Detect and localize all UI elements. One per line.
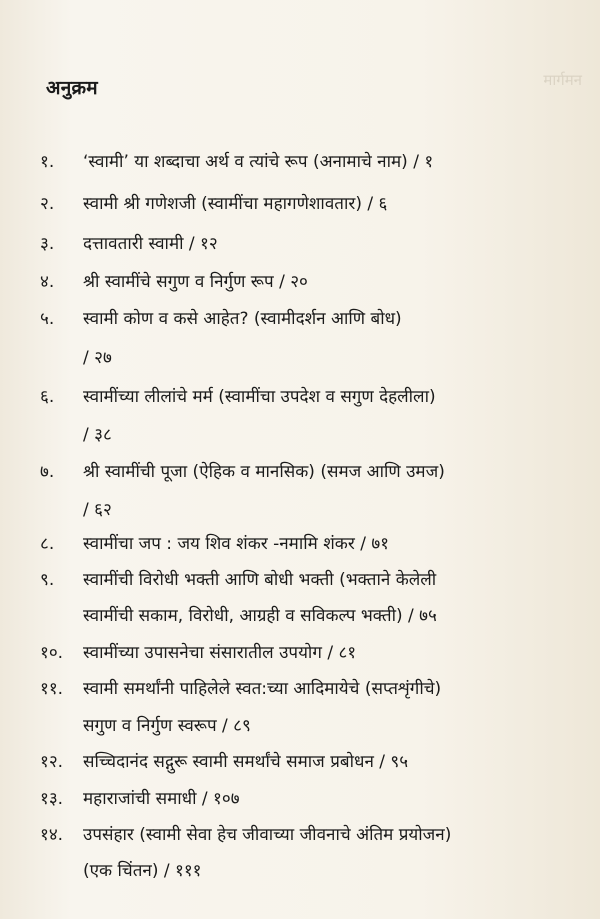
entry-title: स्वामींची विरोधी भक्ती आणि बोधी भक्ती (भक्ताने केलेली — [83, 570, 437, 590]
entry-number: १. — [40, 152, 55, 172]
entry-title: दत्तावतारी स्वामी / १२ — [83, 234, 218, 254]
entry-title: स्वामी श्री गणेशजी (स्वामींचा महागणेशावतार) / ६ — [83, 194, 388, 214]
entry-title-continued: स्वामींची सकाम, विरोधी, आग्रही व सविकल्प भक्ती) / ७५ — [83, 606, 437, 626]
entry-number: १२. — [40, 752, 64, 772]
entry-number: १३. — [40, 789, 64, 809]
entry-title: स्वामी कोण व कसे आहेत? (स्वामीदर्शन आणि बोध) — [83, 309, 402, 329]
entry-title: उपसंहार (स्वामी सेवा हेच जीवाच्या जीवनाचे अंतिम प्रयोजन) — [83, 825, 452, 845]
entry-title-continued: / २७ — [83, 348, 112, 368]
entry-number: १४. — [40, 825, 64, 845]
entry-title: स्वामींच्या लीलांचे मर्म (स्वामींचा उपदेश व सगुण देहलीला) — [83, 387, 436, 407]
entry-number: ४. — [40, 272, 55, 292]
entry-number: ६. — [40, 387, 55, 407]
entry-title: महाराजांची समाधी / १०७ — [83, 789, 240, 809]
entry-title: स्वामींचा जप : जय शिव शंकर -नमामि शंकर / ७१ — [83, 534, 390, 554]
entry-title: ‘स्वामी’ या शब्दाचा अर्थ व त्यांचे रूप (अनामाचे नाम) / १ — [83, 152, 434, 172]
entry-number: ८. — [40, 534, 55, 554]
entry-title: स्वामी समर्थांनी पाहिलेले स्वत:च्या आदिमायेचे (सप्तशृंगीचे) — [83, 679, 442, 699]
entry-title: श्री स्वामींची पूजा (ऐहिक व मानसिक) (समज आणि उमज) — [83, 462, 445, 482]
entry-number: २. — [40, 194, 55, 214]
entry-title-continued: / ३८ — [83, 425, 112, 445]
entry-number: ११. — [40, 679, 64, 699]
entry-title: सच्चिदानंद सद्गुरू स्वामी समर्थांचे समाज प्रबोधन / ९५ — [83, 752, 409, 772]
page-title: अनुक्रम — [46, 77, 98, 99]
entry-number: १०. — [40, 643, 64, 663]
entry-title-continued: / ६२ — [83, 500, 112, 520]
entry-number: ५. — [40, 309, 55, 329]
entry-title-continued: सगुण व निर्गुण स्वरूप / ८९ — [83, 716, 251, 736]
entry-title-continued: (एक चिंतन) / १११ — [83, 861, 202, 881]
entry-number: ७. — [40, 462, 55, 482]
entry-number: ९. — [40, 570, 55, 590]
entry-title: स्वामींच्या उपासनेचा संसारातील उपयोग / ८१ — [83, 643, 357, 663]
entry-number: ३. — [40, 234, 55, 254]
bleed-through-header: मार्गमन — [543, 71, 582, 89]
entry-title: श्री स्वामींचे सगुण व निर्गुण रूप / २० — [83, 272, 308, 292]
